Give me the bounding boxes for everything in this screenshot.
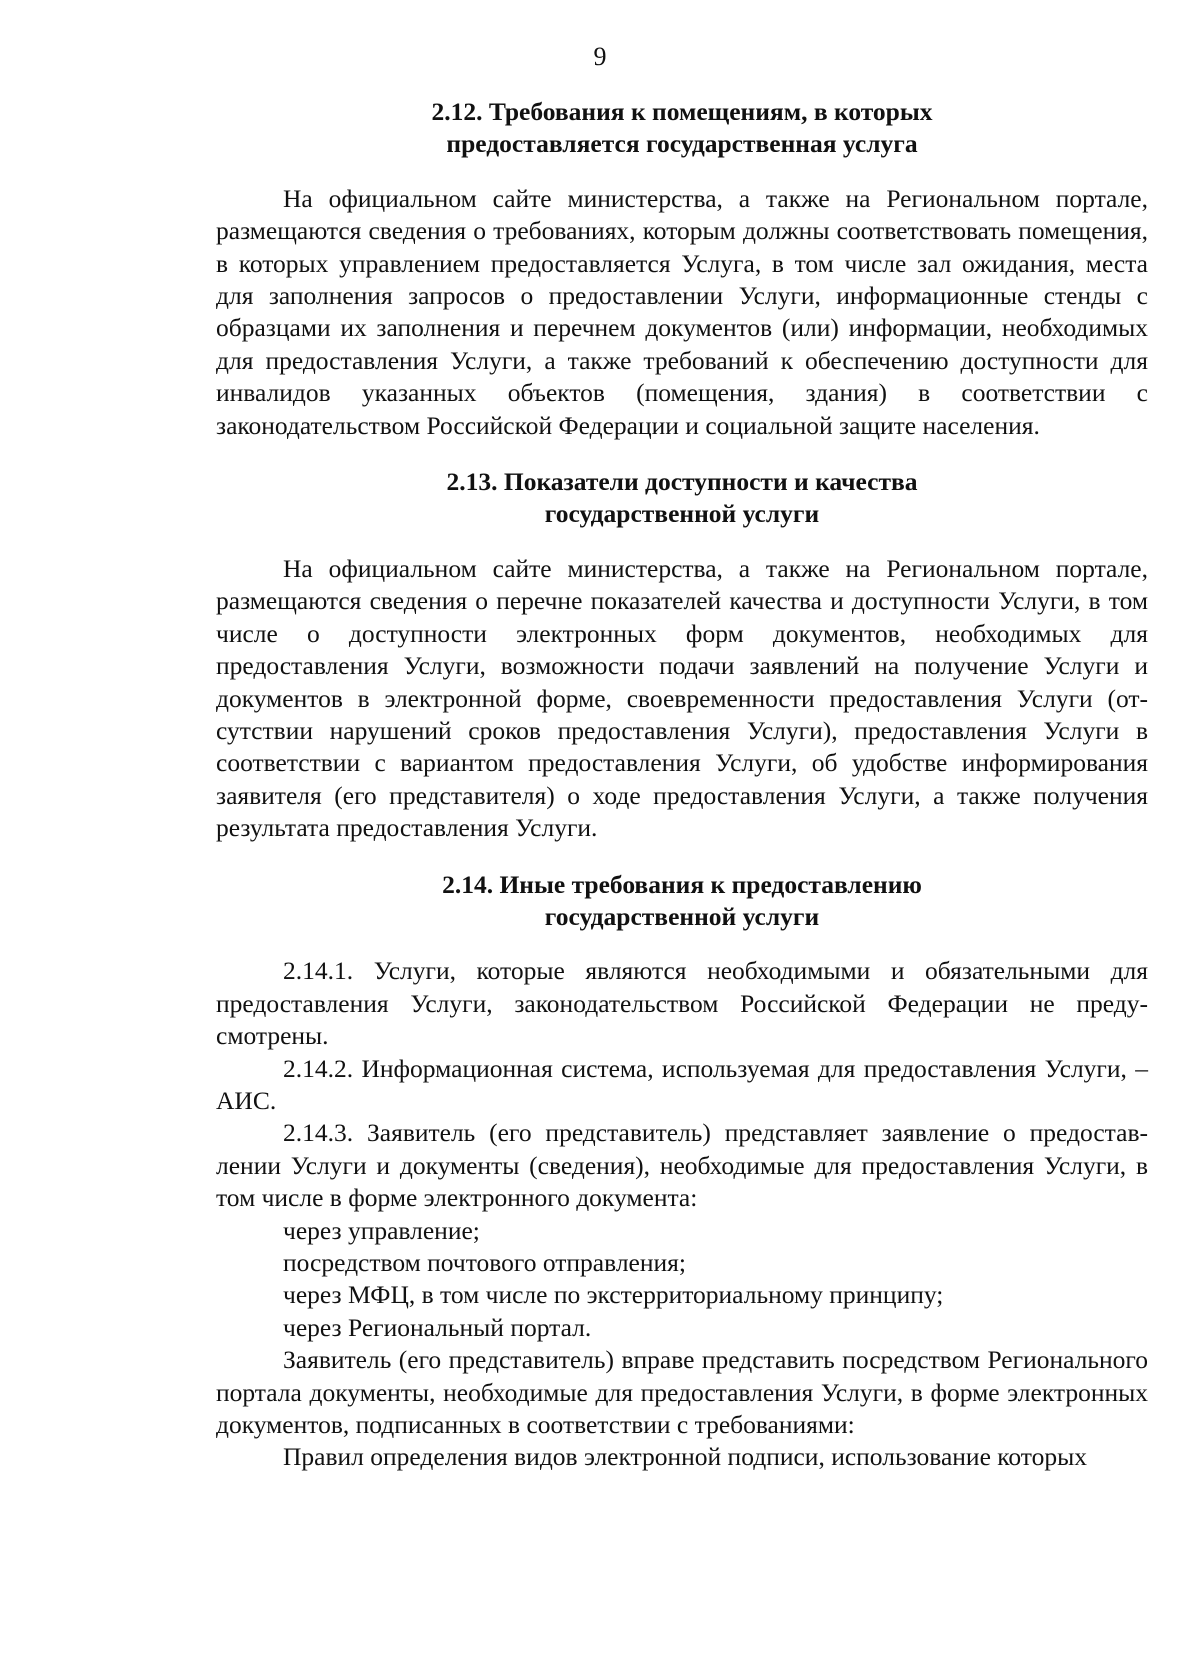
heading-line: 2.13. Показатели доступности и качества xyxy=(446,467,918,497)
list-item: через МФЦ, в том числе по экстерриториальному принципу; xyxy=(283,1280,944,1310)
section-paragraph: Заявитель (его представитель) вправе представить посредством Регионального портала документы, необходимые для предоставления Услуги, в форме электронных документов, подписанных в соответствии с требованиями: xyxy=(216,1345,1148,1440)
clause-2-14-2: 2.14.2. Информационная система, используемая для предоставления Услуги, – АИС. xyxy=(216,1053,1148,1115)
heading-line: предоставляется государственная услуга xyxy=(446,129,918,159)
section-paragraph: Правил определения видов электронной подписи, использование которых xyxy=(283,1442,1087,1472)
list-item: посредством почтового отправления; xyxy=(283,1248,686,1277)
heading-line: 2.14. Иные требования к предоставлению xyxy=(442,869,922,899)
section-heading-2-14 xyxy=(216,869,1148,934)
list-item: через управление; xyxy=(283,1215,480,1245)
clause-2-14-1: 2.14.1. Услуги, которые являются необходимыми и обязательными для предоставления Услуги, законодательством Российской Федерации не предусмотрены. xyxy=(216,956,1148,1051)
heading-line: государственной услуги xyxy=(544,499,820,529)
section-paragraph: На официальном сайте министерства, а также на Региональном портале, размещаются сведения о требованиях, которым должны соответствовать помещения, в которых управлением предоставляется Услуга, в том числе зал ожидания, места для заполнения запросов о предоставлении Услуги, информационные стенды с образцами их заполнения и перечнем документов (или) информации, необходимых для предоставления Услуги, а также требований к обеспечению доступности для инвалидов указанных объектов (помещения, здания) в соответствии с законодательством Российской Федерации и социальной защите населения. xyxy=(216,183,1148,440)
section-heading-2-12 xyxy=(216,96,1148,161)
heading-line: 2.12. Требования к помещениям, в которых xyxy=(431,97,933,126)
clause-2-14-3: 2.14.3. Заявитель (его представитель) представляет заявление о предоставлении Услуги и документы (сведения), необходимые для предоставления Услуги, в том числе в форме электронного документа: xyxy=(216,1118,1148,1213)
section-paragraph: На официальном сайте министерства, а также на Региональном портале, размещаются сведения о перечне показателей качества и доступности Услуги, в том числе о доступности электронных форм документов, необходимых для предоставления Услуги, возможности подачи заявлений на получение Услуги и документов в электронной форме, своевременности предоставления Услуги (отсутствии нарушений сроков предоставления Услуги), предоставления Услуги в соответствии с вариантом предоставления Услуги, об удобстве информирования заявителя (его представителя) о ходе предоставления Услуги, а также получения результата предоставления Услуги. xyxy=(216,553,1148,843)
page-number: 9 xyxy=(593,42,607,71)
list-item: через Региональный портал. xyxy=(283,1312,592,1342)
document-body xyxy=(216,96,1148,1474)
heading-line: государственной услуги xyxy=(544,901,820,931)
section-heading-2-13 xyxy=(216,466,1148,531)
